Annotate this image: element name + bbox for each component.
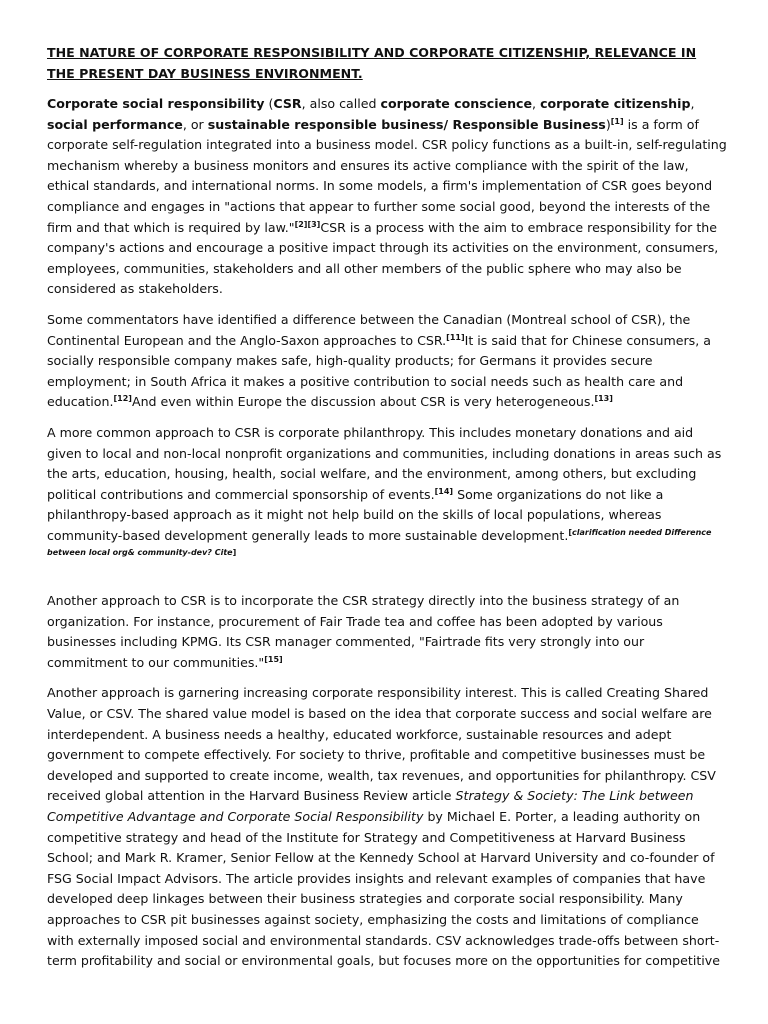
bracket: ] [232,548,237,558]
term-social-performance: social performance [47,116,183,132]
text-run: Some organizations do not like a philanthropy-based approach as it might not help build on the skills of local populations, whereas community-based development generally leads to more sustainable development. [47,486,664,543]
term-abbrev: CSR [273,96,302,111]
text-run: A more common approach to CSR is corporate philanthropy. This includes monetary donations and aid given to local and non-local nonprofit organizations and communities, including donations in areas such as the arts, education, housing, health, social welfare, and the environment, among others, but excluding political contributions and commercial sponsorship of events. [47,424,722,502]
paragraph-shared-value [47,683,728,971]
article-title: Strategy & Society: The Link between Competitive Advantage and Corporate Social Responsibility [47,788,694,824]
citation-link[interactable]: [1] [610,116,624,126]
paragraph-regional-approaches [47,310,728,413]
text-run: ) [605,116,611,132]
term-responsible-business: sustainable responsible business/ Responsible Business [207,116,606,132]
text-run: , or [182,116,208,132]
paragraph-business-strategy [47,591,728,673]
citation-link[interactable]: [12] [113,394,132,404]
clarification-text: clarification needed Difference between local org& community-dev? Cite [47,527,712,558]
text-run: And even within Europe the discussion about CSR is very heterogeneous. [131,394,595,410]
citation-link[interactable]: [15] [264,654,283,664]
bracket: [ [568,527,572,537]
term-csr: Corporate social responsibility [47,96,265,111]
text-run: , [690,96,695,111]
text-run: CSR is a process with the aim to embrace responsibility for the company's actions and encourage a positive impact through its activities on the environment, consumers, employees, communities, stakeholders and all other members of the public sphere who may also be considered as stakeholders. [47,219,719,297]
text-run: ( [264,96,274,111]
spacer [47,577,728,591]
text-run: is a form of corporate self-regulation integrated into a business model. CSR policy functions as a built-in, self-regulating mechanism whereby a business monitors and ensures its active compliance with the spirit of the law, ethical standards, and international norms. In some models, a firm's implementation of CSR goes beyond compliance and engages in "actions that appear to further some social good, beyond the interests of the firm and that which is required by law." [47,116,727,235]
paragraph-csr-definition [47,94,728,300]
paragraph-philanthropy [47,423,728,567]
text-run: , [532,96,541,111]
citation-link[interactable]: [11] [446,332,465,342]
citation-link[interactable]: [2][3] [294,219,321,229]
text-run: Another approach to CSR is to incorporate the CSR strategy directly into the business strategy of an organization. For instance, procurement of Fair Trade tea and coffee has been adopted by various businesses including KPMG. Its CSR manager commented, "Fairtrade fits very strongly into our commitment to our communities." [47,593,680,670]
term-conscience: corporate conscience [380,96,533,111]
citation-link[interactable]: [13] [594,394,613,404]
text-run: Some commentators have identified a difference between the Canadian (Montreal school of CSR), the Continental European and the Anglo-Saxon approaches to CSR. [47,311,691,348]
text-run: Another approach is garnering increasing corporate responsibility interest. This is called Creating Shared Value, or CSV. The shared value model is based on the idea that corporate success and social welfare are interdependent. A business needs a healthy, educated workforce, sustainable resources and adept government to compete effectively. For society to thrive, profitable and competitive businesses must be developed and supported to create income, wealth, tax revenues, and opportunities for philanthropy. CSV received global attention in the Harvard Business Review article [47,685,716,804]
text-run: by Michael E. Porter, a leading authority on competitive strategy and head of the Institute for Strategy and Competitiveness at Harvard Business School; and Mark R. Kramer, Senior Fellow at the Kennedy School at Harvard University and co-founder of FSG Social Impact Advisors. The article provides insights and relevant examples of companies that have developed deep linkages between their business strategies and corporate social responsibility. Many approaches to CSR pit businesses against society, emphasizing the costs and limitations of compliance with externally imposed social and environmental standards. CSV acknowledges trade-offs between short-term profitability and social or environmental goals, but focuses more on the opportunities for competitive [47,809,720,969]
text-run: It is said that for Chinese consumers, a socially responsible company makes safe, high-quality products; for Germans it provides secure employment; in South Africa it makes a positive contribution to social needs such as health care and education. [47,332,711,410]
document-title: THE NATURE OF CORPORATE RESPONSIBILITY AND CORPORATE CITIZENSHIP, RELEVANCE IN THE PRESENT DAY BUSINESS ENVIRONMENT. [47,45,697,81]
citation-link[interactable]: [14] [434,486,454,496]
term-citizenship: corporate citizenship [540,96,691,111]
text-run: , also called [301,96,381,111]
